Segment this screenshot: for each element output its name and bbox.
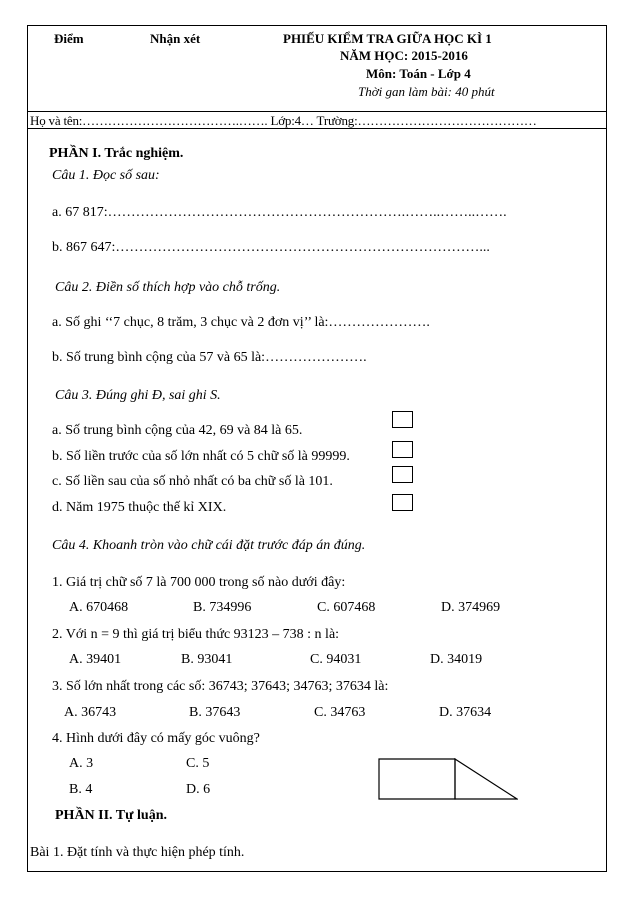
q4-sub2-option-d: D. 34019 <box>430 652 483 667</box>
q3-item-d: d. Năm 1975 thuộc thế kỉ XIX. <box>52 500 227 515</box>
answer-box-b[interactable] <box>392 441 413 458</box>
q1-item-a: a. 67 817:……………………………………………………….……..……..……. <box>52 205 507 220</box>
q4-sub3-option-b: B. 37643 <box>189 705 241 720</box>
q4-sub1-option-a: A. 670468 <box>69 600 129 615</box>
q2-title: Câu 2. Điền số thích hợp vào chỗ trống. <box>55 280 281 295</box>
q1-title: Câu 1. Đọc số sau: <box>52 168 160 183</box>
q4-sub2-question: 2. Với n = 9 thì giá trị biểu thức 93123 – 738 : n là: <box>52 627 340 642</box>
q4-sub1-option-c: C. 607468 <box>317 600 376 615</box>
q3-item-c: c. Số liền sau của số nhỏ nhất có ba chữ số là 101. <box>52 474 333 489</box>
school-year: NĂM HỌC: 2015-2016 <box>340 48 468 63</box>
score-label: Điểm <box>54 31 84 46</box>
q1-item-b: b. 867 647:……………………………………………………………………... <box>52 240 490 255</box>
q3-item-a: a. Số trung bình cộng của 42, 69 và 84 là 65. <box>52 423 303 438</box>
q4-sub3-question: 3. Số lớn nhất trong các số: 36743; 37643; 34763; 37634 là: <box>52 679 389 694</box>
q4-sub1-option-d: D. 374969 <box>441 600 501 615</box>
answer-box-d[interactable] <box>392 494 413 511</box>
part2-title: PHẦN II. Tự luận. <box>55 808 168 823</box>
q4-title: Câu 4. Khoanh tròn vào chữ cái đặt trước đáp án đúng. <box>52 538 366 553</box>
exercise1-title: Bài 1. Đặt tính và thực hiện phép tính. <box>30 845 245 860</box>
q4-sub4-option-c: C. 5 <box>186 756 210 771</box>
q4-sub2-option-b: B. 93041 <box>181 652 233 667</box>
page-title: PHIẾU KIỂM TRA GIỮA HỌC KÌ 1 <box>283 31 492 46</box>
part1-title: PHẦN I. Trắc nghiệm. <box>49 146 184 161</box>
figure-triangle <box>455 759 517 799</box>
q4-sub4-option-a: A. 3 <box>69 756 94 771</box>
q4-sub4-option-d: D. 6 <box>186 782 211 797</box>
q2-item-b: b. Số trung bình cộng của 57 và 65 là:…………………. <box>52 350 367 365</box>
right-angle-figure <box>378 758 518 800</box>
q4-sub1-option-b: B. 734996 <box>193 600 252 615</box>
q3-item-b: b. Số liền trước của số lớn nhất có 5 chữ số là 99999. <box>52 449 350 464</box>
q4-sub2-option-c: C. 94031 <box>310 652 362 667</box>
answer-box-c[interactable] <box>392 466 413 483</box>
q4-sub2-option-a: A. 39401 <box>69 652 122 667</box>
q4-sub3-option-d: D. 37634 <box>439 705 492 720</box>
answer-box-a[interactable] <box>392 411 413 428</box>
figure-rectangle <box>379 759 455 799</box>
comment-label: Nhận xét <box>150 31 201 46</box>
time-line: Thời gan làm bài: 40 phút <box>358 84 495 99</box>
q2-item-a: a. Số ghi ‘‘7 chục, 8 trăm, 3 chục và 2 đơn vị’’ là:…………………. <box>52 315 430 330</box>
q4-sub4-question: 4. Hình dưới đây có mấy góc vuông? <box>52 731 260 746</box>
q4-sub4-option-b: B. 4 <box>69 782 93 797</box>
q3-title: Câu 3. Đúng ghi Đ, sai ghi S. <box>55 388 221 403</box>
header-divider-top <box>27 111 607 112</box>
q4-sub3-option-c: C. 34763 <box>314 705 366 720</box>
student-info-line: Họ và tên:……………………………….……. Lớp:4… Trường:…………………………………… <box>30 113 537 128</box>
q4-sub1-question: 1. Giá trị chữ số 7 là 700 000 trong số nào dưới đây: <box>52 575 346 590</box>
subject-line: Môn: Toán - Lớp 4 <box>366 66 471 81</box>
q4-sub3-option-a: A. 36743 <box>64 705 117 720</box>
